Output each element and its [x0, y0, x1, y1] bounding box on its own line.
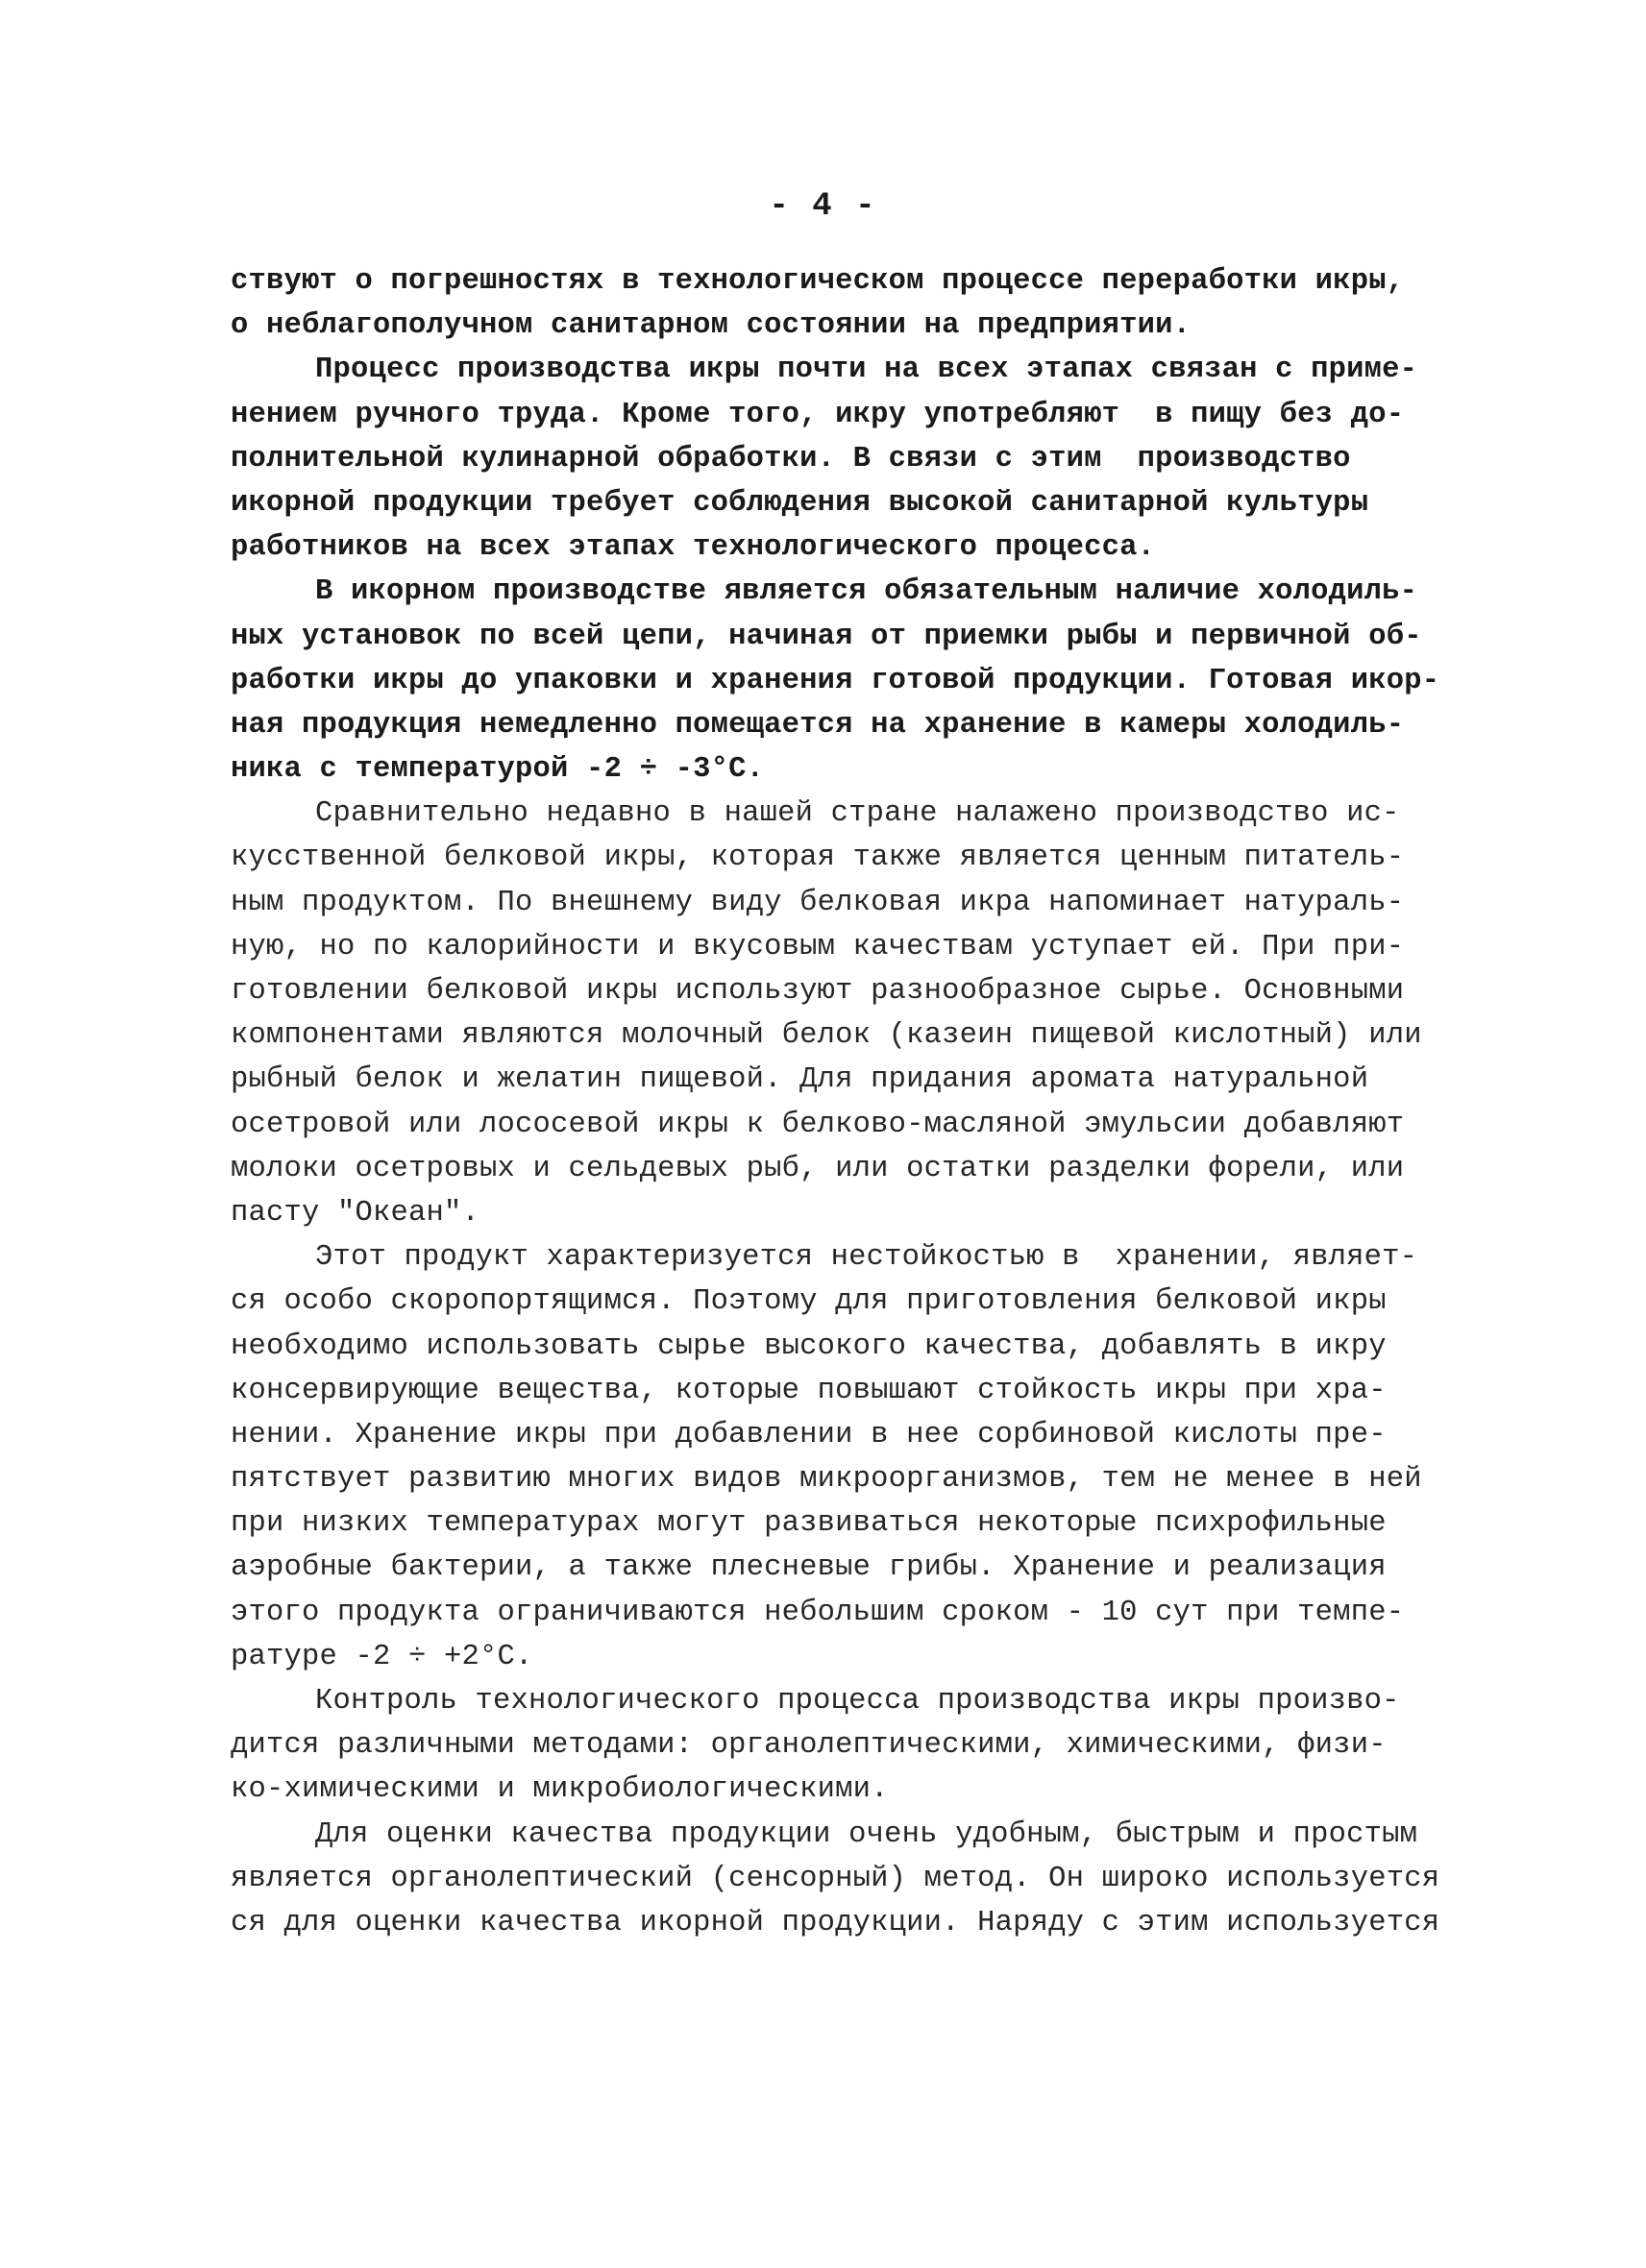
text-line: консервирующие вещества, которые повышают стойкость икры при хра-	[231, 1374, 1387, 1407]
text-line: Этот продукт характеризуется нестойкостью в хранении, являет-	[315, 1241, 1418, 1275]
text-line: Сравнительно недавно в нашей стране налажено производство ис-	[315, 797, 1400, 831]
text-line: нением ручного труда. Кроме того, икру употребляют в пищу без до-	[231, 398, 1405, 431]
text-line: аэробные бактерии, а также плесневые грибы. Хранение и реализация	[231, 1551, 1387, 1585]
text-line: молоки осетровых и сельдевых рыб, или остатки разделки форели, или	[231, 1152, 1405, 1185]
text-line: нении. Хранение икры при добавлении в нее сорбиновой кислоты пре-	[231, 1418, 1387, 1451]
text-line: ника с температурой -2 ÷ -3°С.	[231, 753, 765, 787]
text-line: работников на всех этапах технологического процесса.	[231, 531, 1156, 565]
text-line: работки икры до упаковки и хранения готовой продукции. Готовая икор-	[231, 664, 1440, 697]
page-number: - 4 -	[769, 188, 877, 225]
text-line: рыбный белок и желатин пищевой. Для придания аромата натуральной	[231, 1063, 1369, 1097]
text-line: ных установок по всей цепи, начиная от приемки рыбы и первичной об-	[231, 620, 1422, 653]
text-line: ратуре -2 ÷ +2°С.	[231, 1640, 533, 1673]
text-line: ная продукция немедленно помещается на хранение в камеры холодиль-	[231, 708, 1405, 742]
text-line: готовлении белковой икры используют разнообразное сырье. Основными	[231, 975, 1405, 1008]
text-line: ным продуктом. По внешнему виду белковая икра напоминает натураль-	[231, 886, 1405, 919]
document-body	[231, 259, 1461, 1945]
text-line: кусственной белковой икры, которая также является ценным питатель-	[231, 841, 1405, 875]
text-line: при низких температурах могут развиваться некоторые психрофильные	[231, 1507, 1387, 1541]
text-line: ную, но по калорийности и вкусовым качествам уступает ей. При при-	[231, 930, 1405, 963]
text-line: Для оценки качества продукции очень удобным, быстрым и простым	[315, 1817, 1418, 1851]
text-line: В икорном производстве является обязательным наличие холодиль-	[315, 575, 1418, 609]
text-line: необходимо использовать сырье высокого качества, добавлять в икру	[231, 1329, 1387, 1363]
text-line: икорной продукции требует соблюдения высокой санитарной культуры	[231, 486, 1369, 520]
text-line: о неблагополучном санитарном состоянии на предприятии.	[231, 309, 1192, 343]
text-line: этого продукта ограничиваются небольшим сроком - 10 сут при темпе-	[231, 1596, 1405, 1629]
text-line: ко-химическими и микробиологическими.	[231, 1773, 889, 1807]
text-line: ся особо скоропортящимся. Поэтому для приготовления белковой икры	[231, 1285, 1387, 1319]
text-line: ся для оценки качества икорной продукции. Наряду с этим используется	[231, 1906, 1440, 1939]
text-line: Процесс производства икры почти на всех этапах связан с приме-	[315, 354, 1418, 387]
text-line: осетровой или лососевой икры к белково-масляной эмульсии добавляют	[231, 1108, 1405, 1141]
text-line: является органолептический (сенсорный) метод. Он широко используется	[231, 1862, 1440, 1895]
text-line: компонентами являются молочный белок (казеин пищевой кислотный) или	[231, 1019, 1422, 1053]
text-line: Контроль технологического процесса производства икры произво-	[315, 1685, 1400, 1718]
text-line: полнительной кулинарной обработки. В связи с этим производство	[231, 442, 1351, 476]
text-line: ствуют о погрешностях в технологическом процессе переработки икры,	[231, 265, 1405, 298]
text-line: дится различными методами: органолептическими, химическими, физи-	[231, 1729, 1387, 1763]
text-line: пятствует развитию многих видов микроорганизмов, тем не менее в ней	[231, 1463, 1422, 1497]
text-line: пасту "Океан".	[231, 1196, 480, 1230]
